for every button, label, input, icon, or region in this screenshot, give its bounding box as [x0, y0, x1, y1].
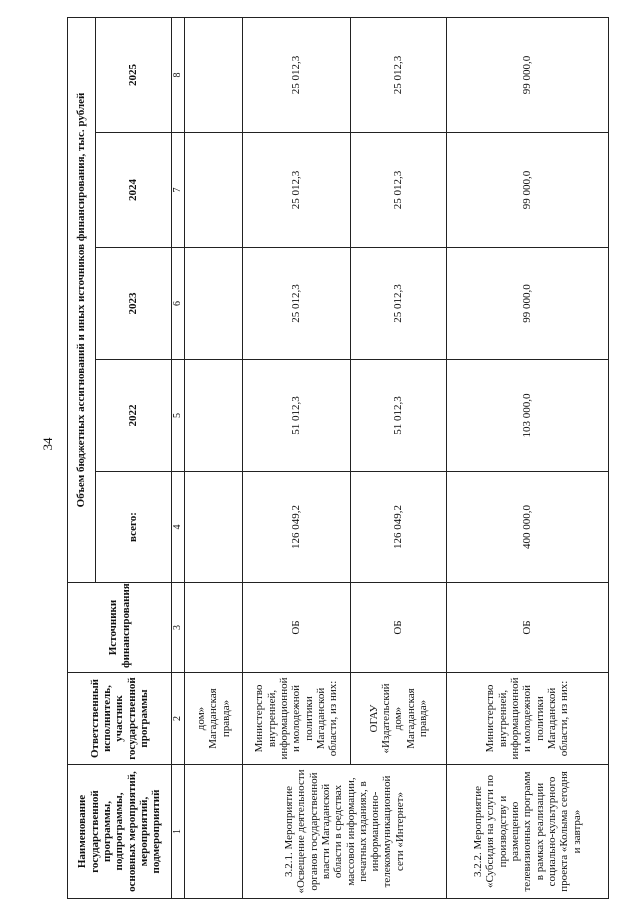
cell-2022: 51 012,3 [351, 360, 447, 472]
header-2023: 2023 [96, 248, 172, 360]
column-number: 1 [172, 765, 185, 899]
header-2025: 2025 [96, 17, 172, 132]
column-number: 6 [172, 248, 185, 360]
column-number: 3 [172, 583, 185, 673]
cell-2023 [185, 248, 243, 360]
cell-2025: 25 012,3 [351, 17, 447, 132]
cell-2025 [185, 17, 243, 132]
cell-2024: 99 000,0 [447, 133, 609, 248]
cell-executor: Министерство внутренней, информационной и молодежной политики Магаданской области, из них: [243, 673, 351, 765]
column-number: 7 [172, 133, 185, 248]
cell-source: ОБ [243, 583, 351, 673]
table-row [447, 17, 609, 898]
header-funding-group: Объем бюджетных ассигнований и иных источников финансирования, тыс. рублей [68, 17, 96, 582]
cell-2022 [185, 360, 243, 472]
cell-executor: ОГАУ «Издательский дом» Магаданская правда» [351, 673, 447, 765]
cell-total: 126 049,2 [243, 472, 351, 583]
header-name: Наименование государственной программы, подпрограммы, основных мероприятий, мероприятий, подмероприятий [68, 765, 172, 899]
cell-2023: 99 000,0 [447, 248, 609, 360]
cell-total: 400 000,0 [447, 472, 609, 583]
cell-name: 3.2.2. Мероприятие «Субсидия на услуги по производству и размещению телевизионных программ в рамках реализации социально-культурного проекта «Колыма сегодня и завтра» [447, 765, 609, 899]
cell-2024: 25 012,3 [351, 133, 447, 248]
cell-2024: 25 012,3 [243, 133, 351, 248]
cell-executor: Министерство внутренней, информационной и молодежной политики Магаданской области, из них: [447, 673, 609, 765]
page-number: 34 [40, 437, 55, 451]
cell-executor: дом» Магаданская правда» [185, 673, 243, 765]
funding-table [67, 17, 609, 899]
column-number: 2 [172, 673, 185, 765]
cell-2023: 25 012,3 [351, 248, 447, 360]
cell-name [185, 765, 243, 899]
header-2024: 2024 [96, 133, 172, 248]
table-row [243, 17, 351, 898]
column-number: 4 [172, 472, 185, 583]
cell-total: 126 049,2 [351, 472, 447, 583]
cell-total [185, 472, 243, 583]
cell-source [185, 583, 243, 673]
cell-2023: 25 012,3 [243, 248, 351, 360]
cell-source: ОБ [447, 583, 609, 673]
column-number: 8 [172, 17, 185, 132]
table-row [185, 17, 243, 898]
header-2022: 2022 [96, 360, 172, 472]
cell-2022: 103 000,0 [447, 360, 609, 472]
header-executor: Ответственный исполнитель, участник государственной программы [68, 673, 172, 765]
column-number: 5 [172, 360, 185, 472]
header-total: всего: [96, 472, 172, 583]
cell-name: 3.2.1. Мероприятие «Освещение деятельности органов государственной власти Магаданской области в средствах массовой информации, печатных изданиях, в информационно-телекоммуникационной сети «Интернет» [243, 765, 447, 899]
cell-2024 [185, 133, 243, 248]
header-sources: Источники финансирования [68, 583, 172, 673]
cell-2025: 25 012,3 [243, 17, 351, 132]
cell-2025: 99 000,0 [447, 17, 609, 132]
cell-source: ОБ [351, 583, 447, 673]
cell-2022: 51 012,3 [243, 360, 351, 472]
